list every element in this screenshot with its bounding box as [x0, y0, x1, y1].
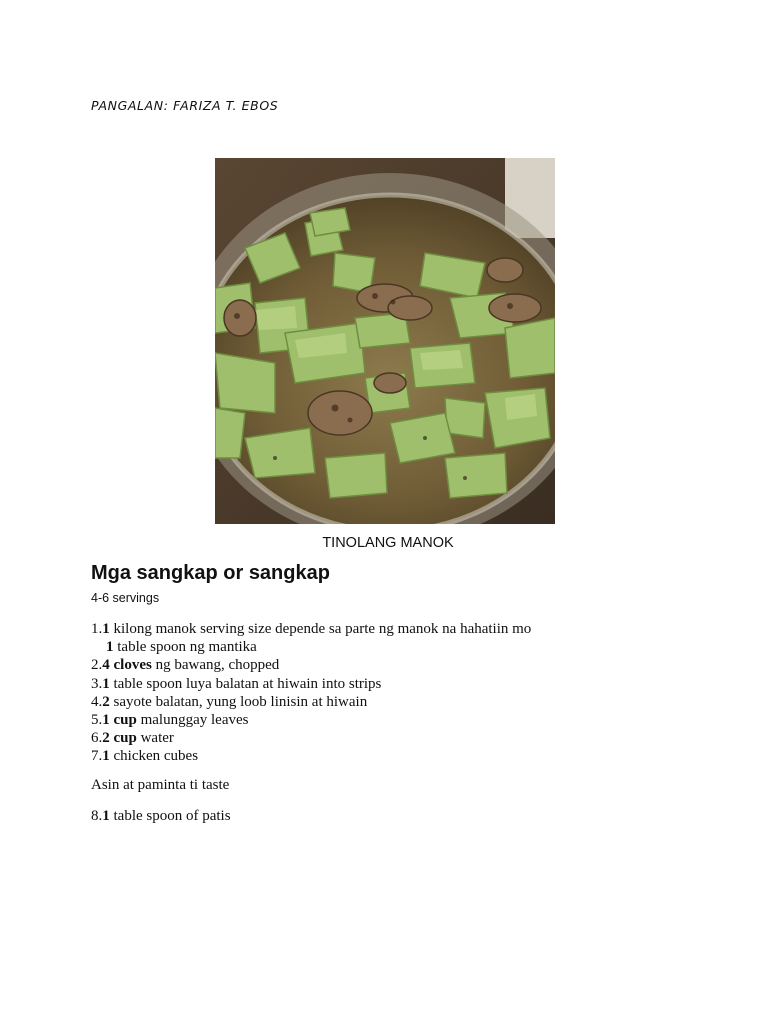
ingredient-item: 7.1 chicken cubes: [91, 748, 199, 765]
ingredient-list: [91, 620, 711, 766]
author-name-line: PANGALAN: FARIZA T. EBOS: [91, 98, 279, 113]
dish-photo: [215, 158, 555, 524]
ingredient-item: 2.4 cloves ng bawang, chopped: [91, 657, 280, 674]
ingredient-item: 3.1 table spoon luya balatan at hiwain into strips: [91, 675, 382, 692]
ingredients-heading: Mga sangkap or sangkap: [91, 562, 330, 584]
ingredient-item: 5.1 cup malunggay leaves: [91, 712, 249, 729]
ingredient-item: 6.2 cup water: [91, 730, 174, 747]
ingredient-item: 1 table spoon ng mantika: [106, 639, 257, 656]
final-step-list: [91, 808, 231, 825]
seasoning-note: Asin at paminta ti taste: [91, 777, 230, 793]
ingredient-item: 1.1 kilong manok serving size depende sa parte ng manok na hahatiin mo: [91, 621, 532, 637]
tinola-photo-illustration: [215, 158, 555, 524]
ingredient-item: 8.1 table spoon of patis: [91, 808, 231, 824]
photo-caption: TINOLANG MANOK: [322, 535, 454, 551]
servings-text: 4-6 servings: [91, 591, 160, 605]
ingredient-item: 4.2 sayote balatan, yung loob linisin at hiwain: [91, 693, 368, 710]
